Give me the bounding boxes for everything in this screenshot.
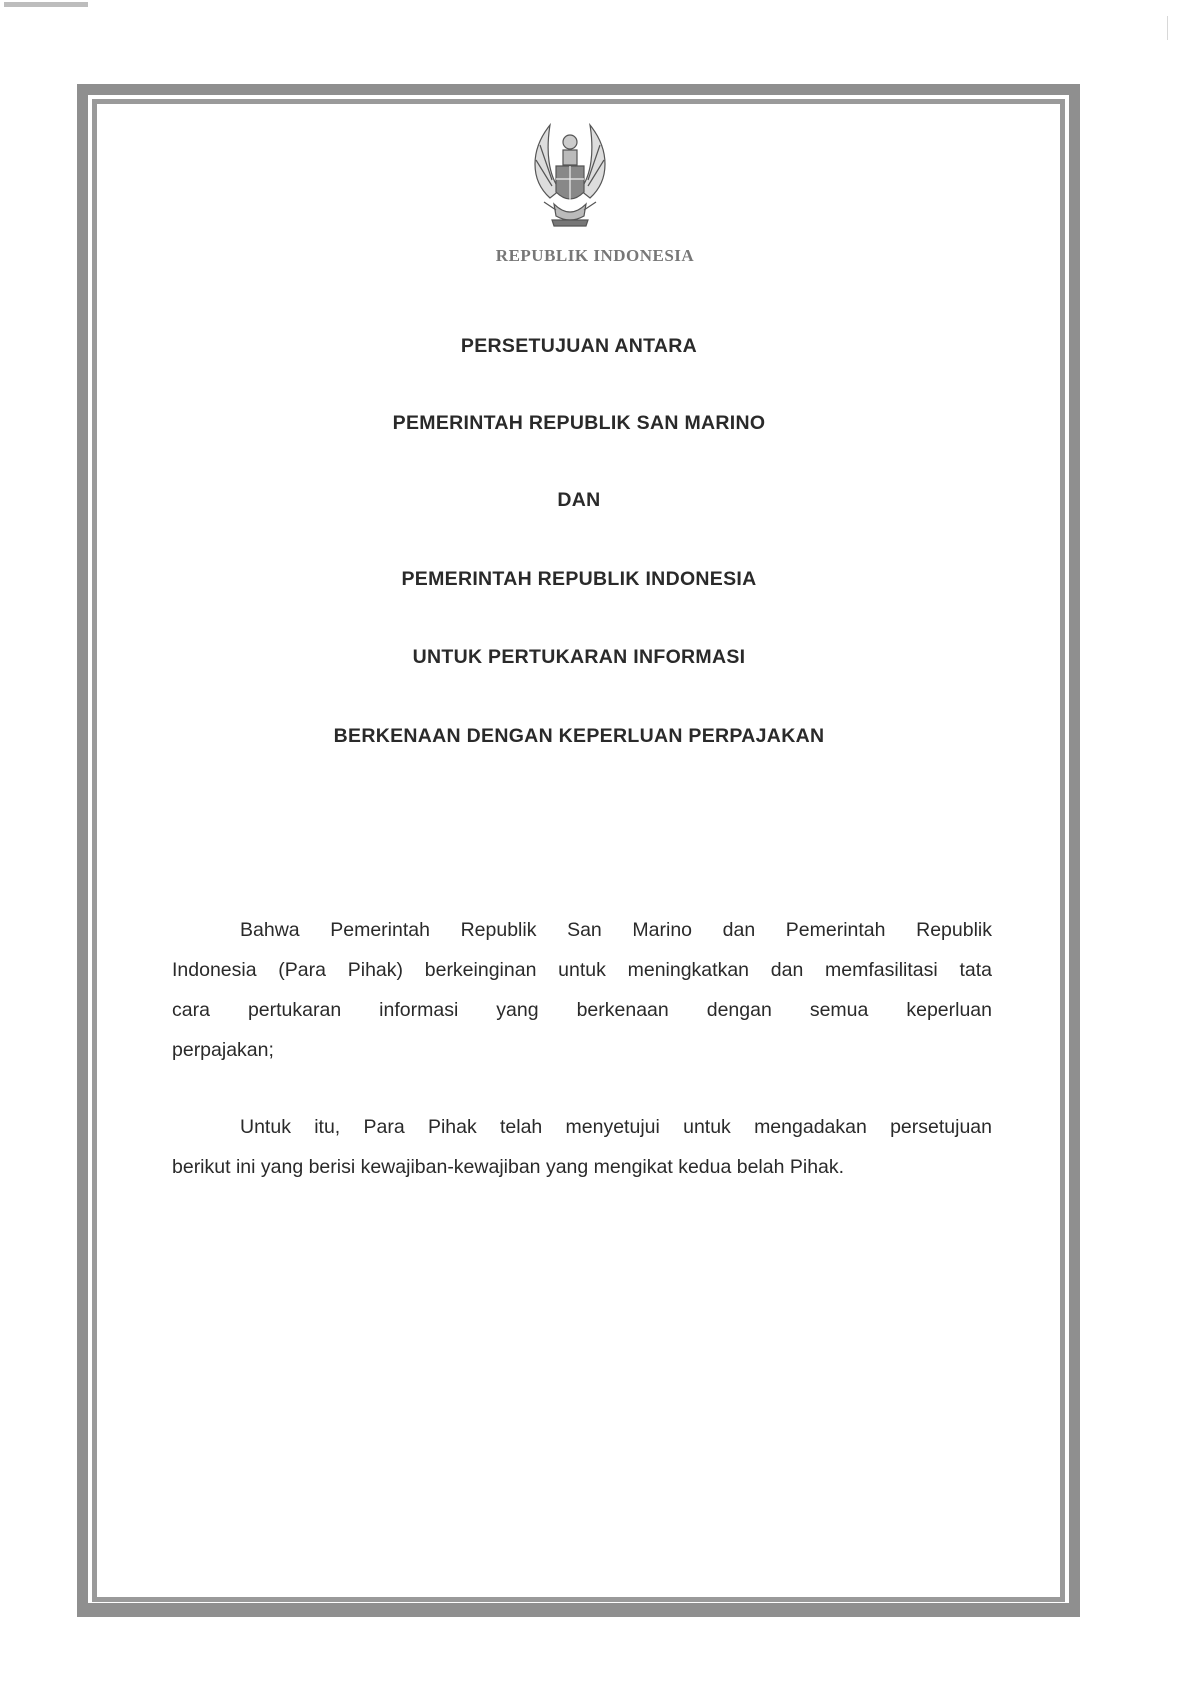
paragraph-line: perpajakan; bbox=[172, 1039, 274, 1061]
garuda-emblem-icon bbox=[510, 120, 630, 240]
title-line: PERSETUJUAN ANTARA bbox=[460, 335, 698, 357]
scan-artifact bbox=[4, 2, 88, 7]
title-line: PEMERINTAH REPUBLIK SAN MARINO bbox=[392, 412, 766, 434]
paragraph-line: berikut ini yang berisi kewajiban-kewajiban yang mengikat kedua belah Pihak. bbox=[172, 1156, 845, 1178]
title-line: UNTUK PERTUKARAN INFORMASI bbox=[412, 646, 746, 668]
paragraph-line: Indonesia (Para Pihak) berkeinginan untuk meningkatkan dan memfasilitasi tata bbox=[172, 959, 992, 981]
title-line: DAN bbox=[557, 489, 601, 511]
paragraph-line: cara pertukaran informasi yang berkenaan dengan semua keperluan bbox=[172, 999, 992, 1021]
letterhead-org: REPUBLIK INDONESIA bbox=[495, 246, 695, 265]
title-line: BERKENAAN DENGAN KEPERLUAN PERPAJAKAN bbox=[333, 725, 825, 747]
page-border-inner bbox=[92, 99, 1065, 1602]
scan-artifact bbox=[1167, 16, 1168, 40]
paragraph-line: Untuk itu, Para Pihak telah menyetujui untuk mengadakan persetujuan bbox=[240, 1116, 992, 1138]
paragraph-preamble bbox=[172, 910, 992, 1070]
paragraph-agreement bbox=[172, 1107, 992, 1187]
title-line: PEMERINTAH REPUBLIK INDONESIA bbox=[401, 568, 757, 590]
paragraph-line: Bahwa Pemerintah Republik San Marino dan Pemerintah Republik bbox=[240, 919, 992, 941]
